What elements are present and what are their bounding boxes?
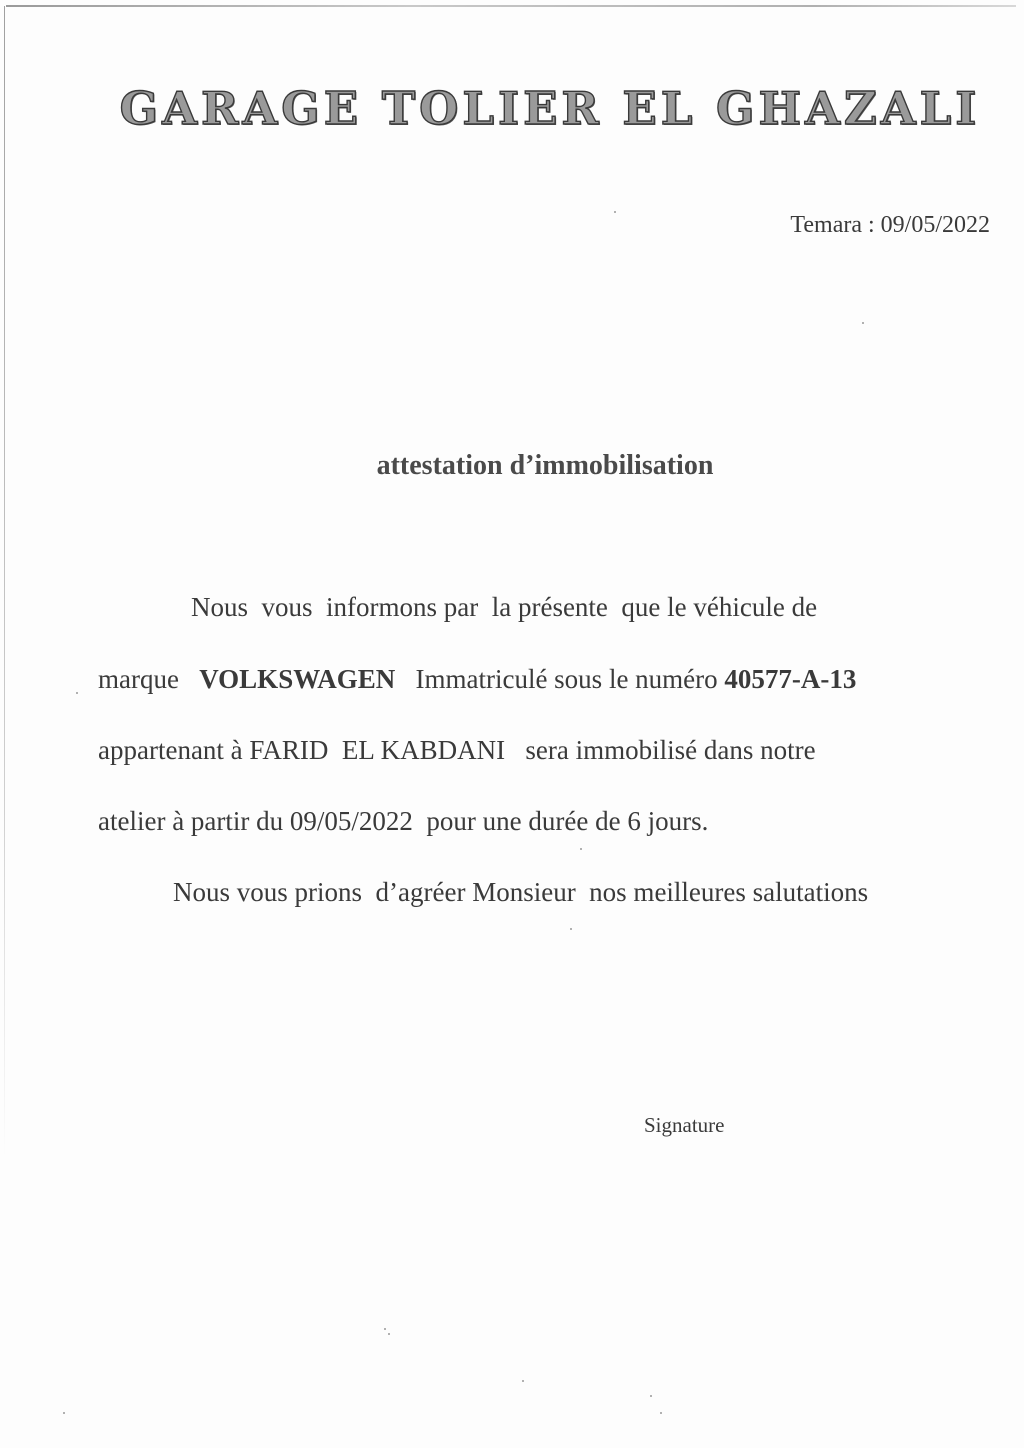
- body-line-4: atelier à partir du 09/05/2022 pour une durée de 6 jours.: [98, 806, 709, 836]
- body-line-2: [98, 643, 856, 715]
- scan-speck: [76, 692, 78, 694]
- body-line-2-middle: Immatriculé sous le numéro: [395, 664, 725, 694]
- vehicle-brand: VOLKSWAGEN: [199, 664, 396, 694]
- scan-speck: [580, 848, 582, 850]
- scan-speck: [862, 322, 864, 324]
- scan-speck: [614, 211, 616, 213]
- letter-body: [98, 571, 978, 931]
- date-location: Temara : 09/05/2022: [790, 212, 990, 238]
- company-name-header: GARAGE TOLIER EL GHAZALI: [119, 82, 981, 135]
- body-line-3: appartenant à FARID EL KABDANI sera immobilisé dans notre: [98, 735, 816, 765]
- scan-edge-left: [4, 6, 5, 1156]
- scan-edge-top: [6, 5, 1016, 7]
- scan-speck: [384, 1328, 386, 1330]
- scan-speck: [522, 1380, 524, 1382]
- body-line-2-prefix: marque: [98, 664, 200, 694]
- closing-line: Nous vous prions d’agréer Monsieur nos meilleures salutations: [173, 877, 869, 907]
- scan-speck: [650, 1395, 652, 1397]
- scan-speck: [388, 1333, 390, 1335]
- scan-speck: [570, 928, 572, 930]
- document-title: attestation d’immobilisation: [376, 450, 714, 481]
- body-line-1: Nous vous informons par la présente que le véhicule de: [191, 592, 818, 622]
- scan-speck: [660, 1412, 662, 1414]
- signature-label: Signature: [644, 1113, 725, 1137]
- registration-number: 40577-A-13: [724, 664, 857, 694]
- scan-speck: [63, 1412, 65, 1414]
